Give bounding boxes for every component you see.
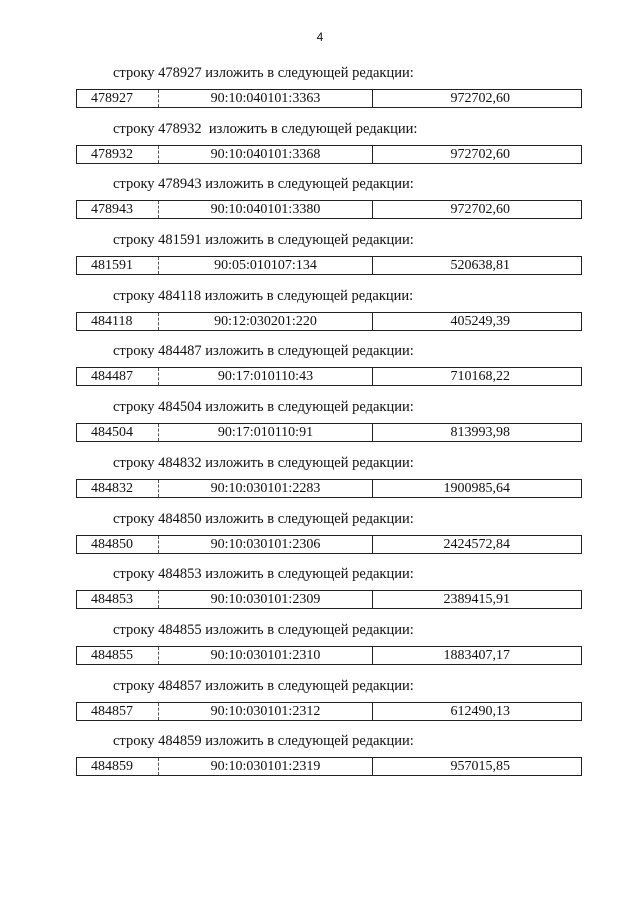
- cadastral-value-cell: 612490,13: [450, 703, 510, 719]
- row-code-cell: 484853: [77, 591, 159, 608]
- cadastral-number-cell: 90:10:040101:3368: [159, 146, 373, 163]
- amendment-instruction: строку 484832 изложить в следующей редакции:: [113, 454, 414, 471]
- amendment-entry: [0, 283, 640, 339]
- cadastral-number-cell: 90:10:040101:3380: [159, 201, 373, 218]
- table-row: [76, 535, 582, 554]
- table-row: [76, 702, 582, 721]
- cadastral-value-cell: 2424572,84: [443, 536, 510, 552]
- amendment-instruction: строку 484853 изложить в следующей редакции:: [113, 566, 414, 583]
- amendment-instruction: строку 484859 изложить в следующей редакции:: [113, 733, 414, 750]
- table-row: [76, 367, 582, 386]
- amendment-instruction: строку 484850 изложить в следующей редакции:: [113, 510, 414, 527]
- cadastral-value-cell: 710168,22: [450, 369, 510, 385]
- table-row: [76, 256, 582, 275]
- cadastral-value-cell: 1900985,64: [443, 480, 510, 496]
- cadastral-value-cell: 405249,39: [450, 313, 510, 329]
- cadastral-value-cell: 957015,85: [450, 759, 510, 775]
- amendment-entry: [0, 116, 640, 172]
- amendment-instruction: строку 481591 изложить в следующей редакции:: [113, 232, 414, 249]
- amendment-instruction: строку 478943 изложить в следующей редакции:: [113, 176, 414, 193]
- cadastral-number-cell: 90:10:030101:2306: [159, 536, 373, 553]
- cadastral-value-cell: 813993,98: [450, 425, 510, 441]
- amendment-instruction: строку 484857 изложить в следующей редакции:: [113, 677, 414, 694]
- amendment-instruction: строку 484504 изложить в следующей редакции:: [113, 399, 414, 416]
- amendment-instruction: строку 478927 изложить в следующей редакции:: [113, 65, 414, 81]
- amendment-entry: [0, 171, 640, 227]
- table-row: [76, 200, 582, 219]
- table-row: [76, 145, 582, 164]
- row-code-cell: 484504: [77, 424, 159, 441]
- amendment-entry: [0, 617, 640, 673]
- cadastral-value-cell: 972702,60: [450, 146, 510, 162]
- amendment-entry: [0, 561, 640, 617]
- amendment-entry: [0, 728, 640, 784]
- cadastral-number-cell: 90:05:010107:134: [159, 257, 373, 274]
- amendment-entry: [0, 227, 640, 283]
- table-row: [76, 646, 582, 665]
- cadastral-number-cell: 90:10:040101:3363: [159, 90, 373, 107]
- cadastral-number-cell: 90:10:030101:2319: [159, 758, 373, 775]
- table-row: [76, 757, 582, 776]
- row-code-cell: 484859: [77, 758, 159, 775]
- amendment-instruction: строку 484118 изложить в следующей редакции:: [113, 287, 414, 304]
- cadastral-number-cell: 90:17:010110:91: [159, 424, 373, 441]
- amendment-entry: [0, 60, 640, 116]
- amendment-instruction: строку 484487 изложить в следующей редакции:: [113, 343, 414, 360]
- amendment-entry: [0, 450, 640, 506]
- row-code-cell: 484118: [77, 313, 159, 330]
- row-code-cell: 478943: [77, 201, 159, 218]
- row-code-cell: 484857: [77, 703, 159, 720]
- row-code-cell: 484487: [77, 368, 159, 385]
- table-row: [76, 590, 582, 609]
- cadastral-number-cell: 90:10:030101:2312: [159, 703, 373, 720]
- row-code-cell: 484850: [77, 536, 159, 553]
- cadastral-number-cell: 90:12:030201:220: [159, 313, 373, 330]
- table-row: [76, 312, 582, 331]
- row-code-cell: 478932: [77, 146, 159, 163]
- row-code-cell: 478927: [77, 90, 159, 107]
- cadastral-number-cell: 90:10:030101:2309: [159, 591, 373, 608]
- row-code-cell: 481591: [77, 257, 159, 274]
- row-code-cell: 484855: [77, 647, 159, 664]
- amendment-entry: [0, 338, 640, 394]
- cadastral-value-cell: 972702,60: [450, 91, 510, 106]
- page-number: 4: [316, 30, 324, 44]
- cadastral-value-cell: 2389415,91: [443, 592, 510, 608]
- amendment-entry: [0, 394, 640, 450]
- amendment-entry: [0, 673, 640, 729]
- amendment-instruction: строку 478932 изложить в следующей редакции:: [113, 120, 418, 137]
- amendment-entry: [0, 506, 640, 562]
- table-row: [76, 89, 582, 108]
- cadastral-value-cell: 520638,81: [450, 258, 510, 274]
- amendment-instruction: строку 484855 изложить в следующей редакции:: [113, 621, 414, 638]
- table-row: [76, 423, 582, 442]
- cadastral-number-cell: 90:10:030101:2283: [159, 480, 373, 497]
- cadastral-value-cell: 972702,60: [450, 202, 510, 218]
- amendment-list: [0, 60, 640, 784]
- row-code-cell: 484832: [77, 480, 159, 497]
- cadastral-value-cell: 1883407,17: [443, 647, 510, 663]
- cadastral-number-cell: 90:17:010110:43: [159, 368, 373, 385]
- table-row: [76, 479, 582, 498]
- cadastral-number-cell: 90:10:030101:2310: [159, 647, 373, 664]
